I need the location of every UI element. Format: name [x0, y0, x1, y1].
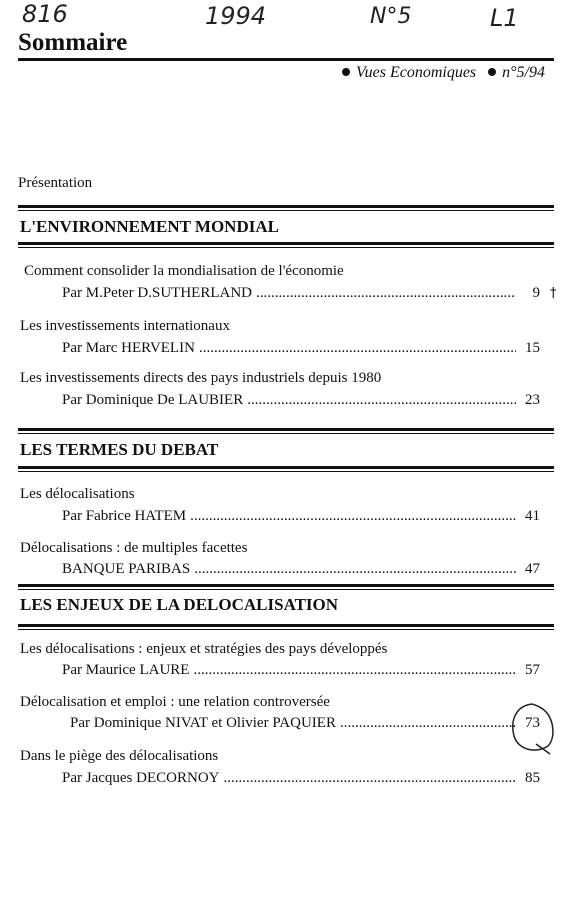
article-title: Les investissements internationaux	[20, 318, 230, 334]
article-byline	[20, 715, 540, 732]
article-byline	[20, 508, 540, 525]
page-number: 41	[525, 508, 540, 524]
article-title: Les délocalisations	[20, 486, 135, 502]
page-number: 9	[532, 285, 540, 301]
section-rule	[18, 210, 554, 211]
section-rule	[18, 242, 554, 245]
section-heading: LES TERMES DU DEBAT	[20, 440, 219, 459]
page-number: 85	[525, 770, 540, 786]
article-author: Par M.Peter D.SUTHERLAND	[62, 285, 252, 301]
handwritten-note-year: 1994	[205, 2, 267, 30]
handwritten-note-816: 816	[22, 0, 68, 28]
article-author: Par Marc HERVELIN	[62, 340, 195, 356]
handwritten-note-code: L1	[490, 4, 519, 32]
page-number: 57	[525, 662, 540, 678]
page-number: 73	[525, 715, 540, 731]
margin-mark: †	[550, 286, 557, 301]
article-author: Par Jacques DECORNOY	[62, 770, 220, 786]
presentation-entry: Présentation	[18, 175, 93, 191]
article-title: Comment consolider la mondialisation de l'économie	[24, 263, 344, 279]
article-author: Par Dominique NIVAT et Olivier PAQUIER	[70, 715, 336, 731]
article-title: Délocalisation et emploi : une relation controversée	[20, 694, 330, 710]
section-rule	[18, 428, 554, 431]
article-byline	[20, 340, 540, 357]
page-number: 23	[525, 392, 540, 408]
publication-name: Vues Economiques	[356, 64, 477, 81]
dot-leader	[190, 508, 516, 525]
page-title: Sommaire	[18, 29, 128, 56]
article-byline	[20, 392, 540, 409]
section-heading: L'ENVIRONNEMENT MONDIAL	[20, 217, 279, 236]
dot-leader	[223, 770, 516, 787]
dot-leader	[256, 285, 516, 302]
section-rule	[18, 589, 554, 590]
bullet-icon	[488, 68, 496, 76]
article-author: BANQUE PARIBAS	[62, 561, 191, 577]
dot-leader	[193, 662, 516, 679]
article-byline	[20, 770, 540, 787]
title-rule	[18, 58, 554, 61]
section-rule	[18, 584, 554, 587]
section-rule	[18, 624, 554, 627]
issue-number: n°5/94	[502, 64, 545, 81]
dot-leader	[340, 715, 516, 732]
section-rule	[18, 247, 554, 248]
article-author: Par Maurice LAURE	[62, 662, 190, 678]
section-rule	[18, 433, 554, 434]
article-title: Dans le piège des délocalisations	[20, 748, 219, 764]
handwritten-note-number: N°5	[370, 4, 412, 29]
article-author: Par Fabrice HATEM	[62, 508, 187, 524]
article-byline	[20, 285, 540, 302]
section-rule	[18, 471, 554, 472]
handwritten-circle-mark	[506, 700, 558, 758]
article-title: Les investissements directs des pays industriels depuis 1980	[20, 370, 382, 386]
section-heading: LES ENJEUX DE LA DELOCALISATION	[20, 595, 339, 614]
dot-leader	[194, 561, 516, 578]
article-title: Les délocalisations : enjeux et stratégies des pays développés	[20, 641, 388, 657]
page-number: 15	[525, 340, 540, 356]
article-byline	[20, 561, 540, 578]
article-title: Délocalisations : de multiples facettes	[20, 540, 248, 556]
section-rule	[18, 629, 554, 630]
article-byline	[20, 662, 540, 679]
dot-leader	[199, 340, 516, 357]
page-number: 47	[525, 561, 540, 577]
dot-leader	[247, 392, 516, 409]
section-rule	[18, 466, 554, 469]
section-rule	[18, 205, 554, 208]
publication-line	[342, 64, 545, 82]
bullet-icon	[342, 68, 350, 76]
article-author: Par Dominique De LAUBIER	[62, 392, 244, 408]
